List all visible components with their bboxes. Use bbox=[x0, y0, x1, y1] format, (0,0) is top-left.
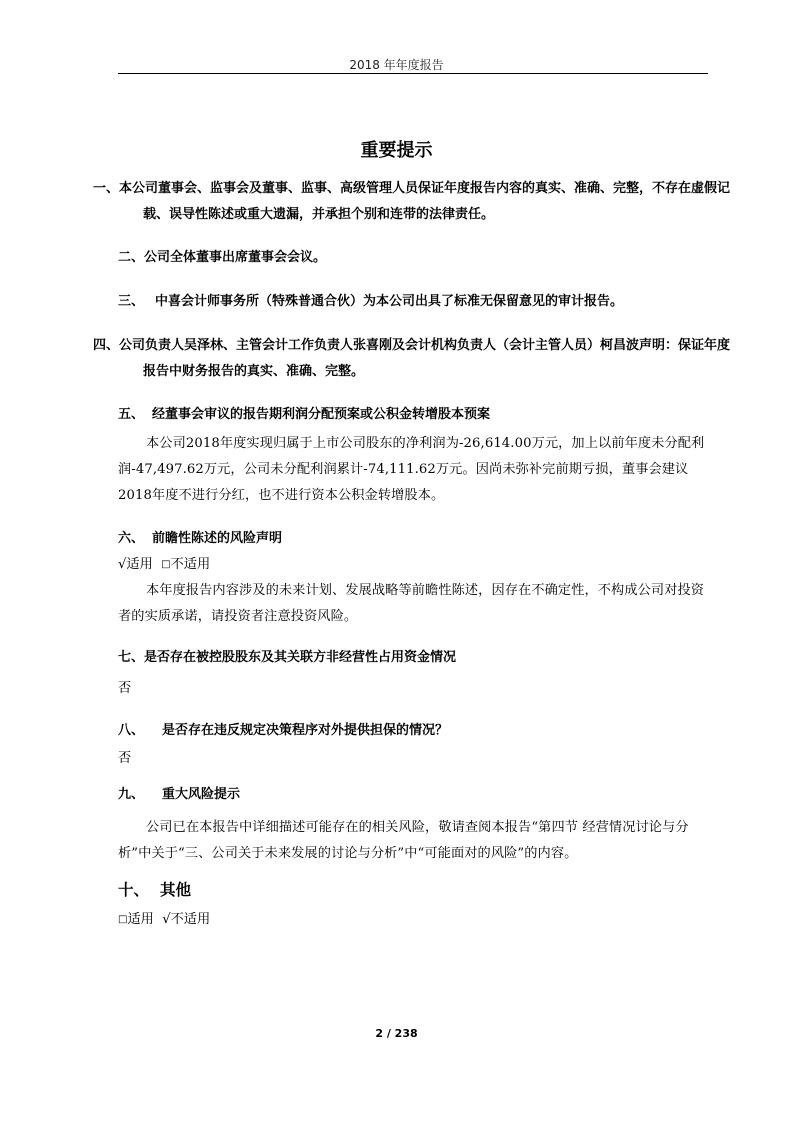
section-2-text: 公司全体董事出席董事会会议。 bbox=[144, 250, 327, 265]
checkmark-icon: √ bbox=[162, 912, 171, 927]
section-8-heading bbox=[118, 718, 710, 744]
section-6-body: 本年度报告内容涉及的未来计划、发展战略等前瞻性陈述，因存在不确定性，不构成公司对投资者的实质承诺，请投资者注意投资风险。 bbox=[118, 583, 705, 624]
option-applicable-label: 适用 bbox=[126, 557, 153, 572]
section-8-answer: 否 bbox=[118, 751, 132, 766]
section-4-text: 公司负责人吴泽林、主管会计工作负责人张喜刚及会计机构负责人（会计主管人员）柯昌波声明：保证年度报告中财务报告的真实、准确、完整。 bbox=[119, 338, 731, 379]
section-10-options bbox=[118, 907, 710, 933]
checkbox-empty-icon: □ bbox=[118, 914, 128, 925]
section-10-number: 十、 bbox=[118, 881, 150, 899]
section-7-heading bbox=[118, 645, 710, 671]
section-6-title: 前瞻性陈述的风险声明 bbox=[152, 531, 283, 546]
section-3 bbox=[118, 289, 710, 315]
section-9-number: 九、 bbox=[118, 787, 145, 802]
section-1-number: 一、 bbox=[93, 181, 120, 196]
section-8-number: 八、 bbox=[118, 723, 145, 738]
section-7-answer: 否 bbox=[118, 681, 132, 696]
section-6-number: 六、 bbox=[118, 531, 145, 546]
section-10-title: 其他 bbox=[160, 881, 192, 899]
section-9-heading bbox=[118, 782, 710, 808]
option-not-applicable-label: 不适用 bbox=[170, 557, 211, 572]
page-title: 重要提示 bbox=[360, 140, 433, 161]
section-3-text: 中喜会计师事务所（特殊普通合伙）为本公司出具了标准无保留意见的审计报告。 bbox=[155, 294, 624, 309]
header-divider bbox=[118, 73, 708, 74]
section-5-heading bbox=[118, 402, 710, 428]
section-6-options bbox=[118, 552, 710, 578]
section-9-body: 公司已在本报告中详细描述可能存在的相关风险，敬请查阅本报告“第四节 经营情况讨论与分析”中关于“三、公司关于未来发展的讨论与分析”中“可能面对的风险”的内容。 bbox=[118, 820, 689, 861]
section-1 bbox=[93, 176, 735, 228]
section-7-number: 七、 bbox=[118, 650, 145, 665]
section-3-number: 三、 bbox=[118, 294, 145, 309]
section-4 bbox=[93, 333, 735, 385]
report-header-title: 2018 年年度报告 bbox=[349, 58, 444, 72]
section-9-title: 重大风险提示 bbox=[162, 787, 241, 802]
section-5-title: 经董事会审议的报告期利润分配预案或公积金转增股本预案 bbox=[152, 407, 491, 422]
checkmark-icon: √ bbox=[118, 557, 127, 572]
checkbox-empty-icon: □ bbox=[161, 559, 171, 570]
section-7-title: 是否存在被控股股东及其关联方非经营性占用资金情况 bbox=[144, 650, 457, 665]
section-2-number: 二、 bbox=[118, 250, 145, 265]
page-number: 2 / 238 bbox=[375, 1027, 418, 1040]
option-applicable-label: 适用 bbox=[127, 912, 154, 927]
section-1-text: 本公司董事会、监事会及董事、监事、高级管理人员保证年度报告内容的真实、准确、完整，不存在虚假记载、误导性陈述或重大遗漏，并承担个别和连带的法律责任。 bbox=[119, 181, 731, 222]
section-10-heading bbox=[118, 877, 710, 903]
section-5-number: 五、 bbox=[118, 407, 145, 422]
option-not-applicable-label: 不适用 bbox=[170, 912, 211, 927]
section-2 bbox=[118, 245, 710, 271]
section-6-heading bbox=[118, 526, 710, 552]
section-4-number: 四、 bbox=[93, 338, 120, 353]
section-8-title: 是否存在违反规定决策程序对外提供担保的情况？ bbox=[162, 723, 449, 738]
section-5-body: 本公司2018年度实现归属于上市公司股东的净利润为-26,614.00万元，加上以前年度未分配利润-47,497.62万元，公司未分配利润累计-74,111.62万元。因尚未弥补完前期亏损，董事会建议2018年度不进行分红，也不进行资本公积金转增股本。 bbox=[118, 436, 705, 503]
